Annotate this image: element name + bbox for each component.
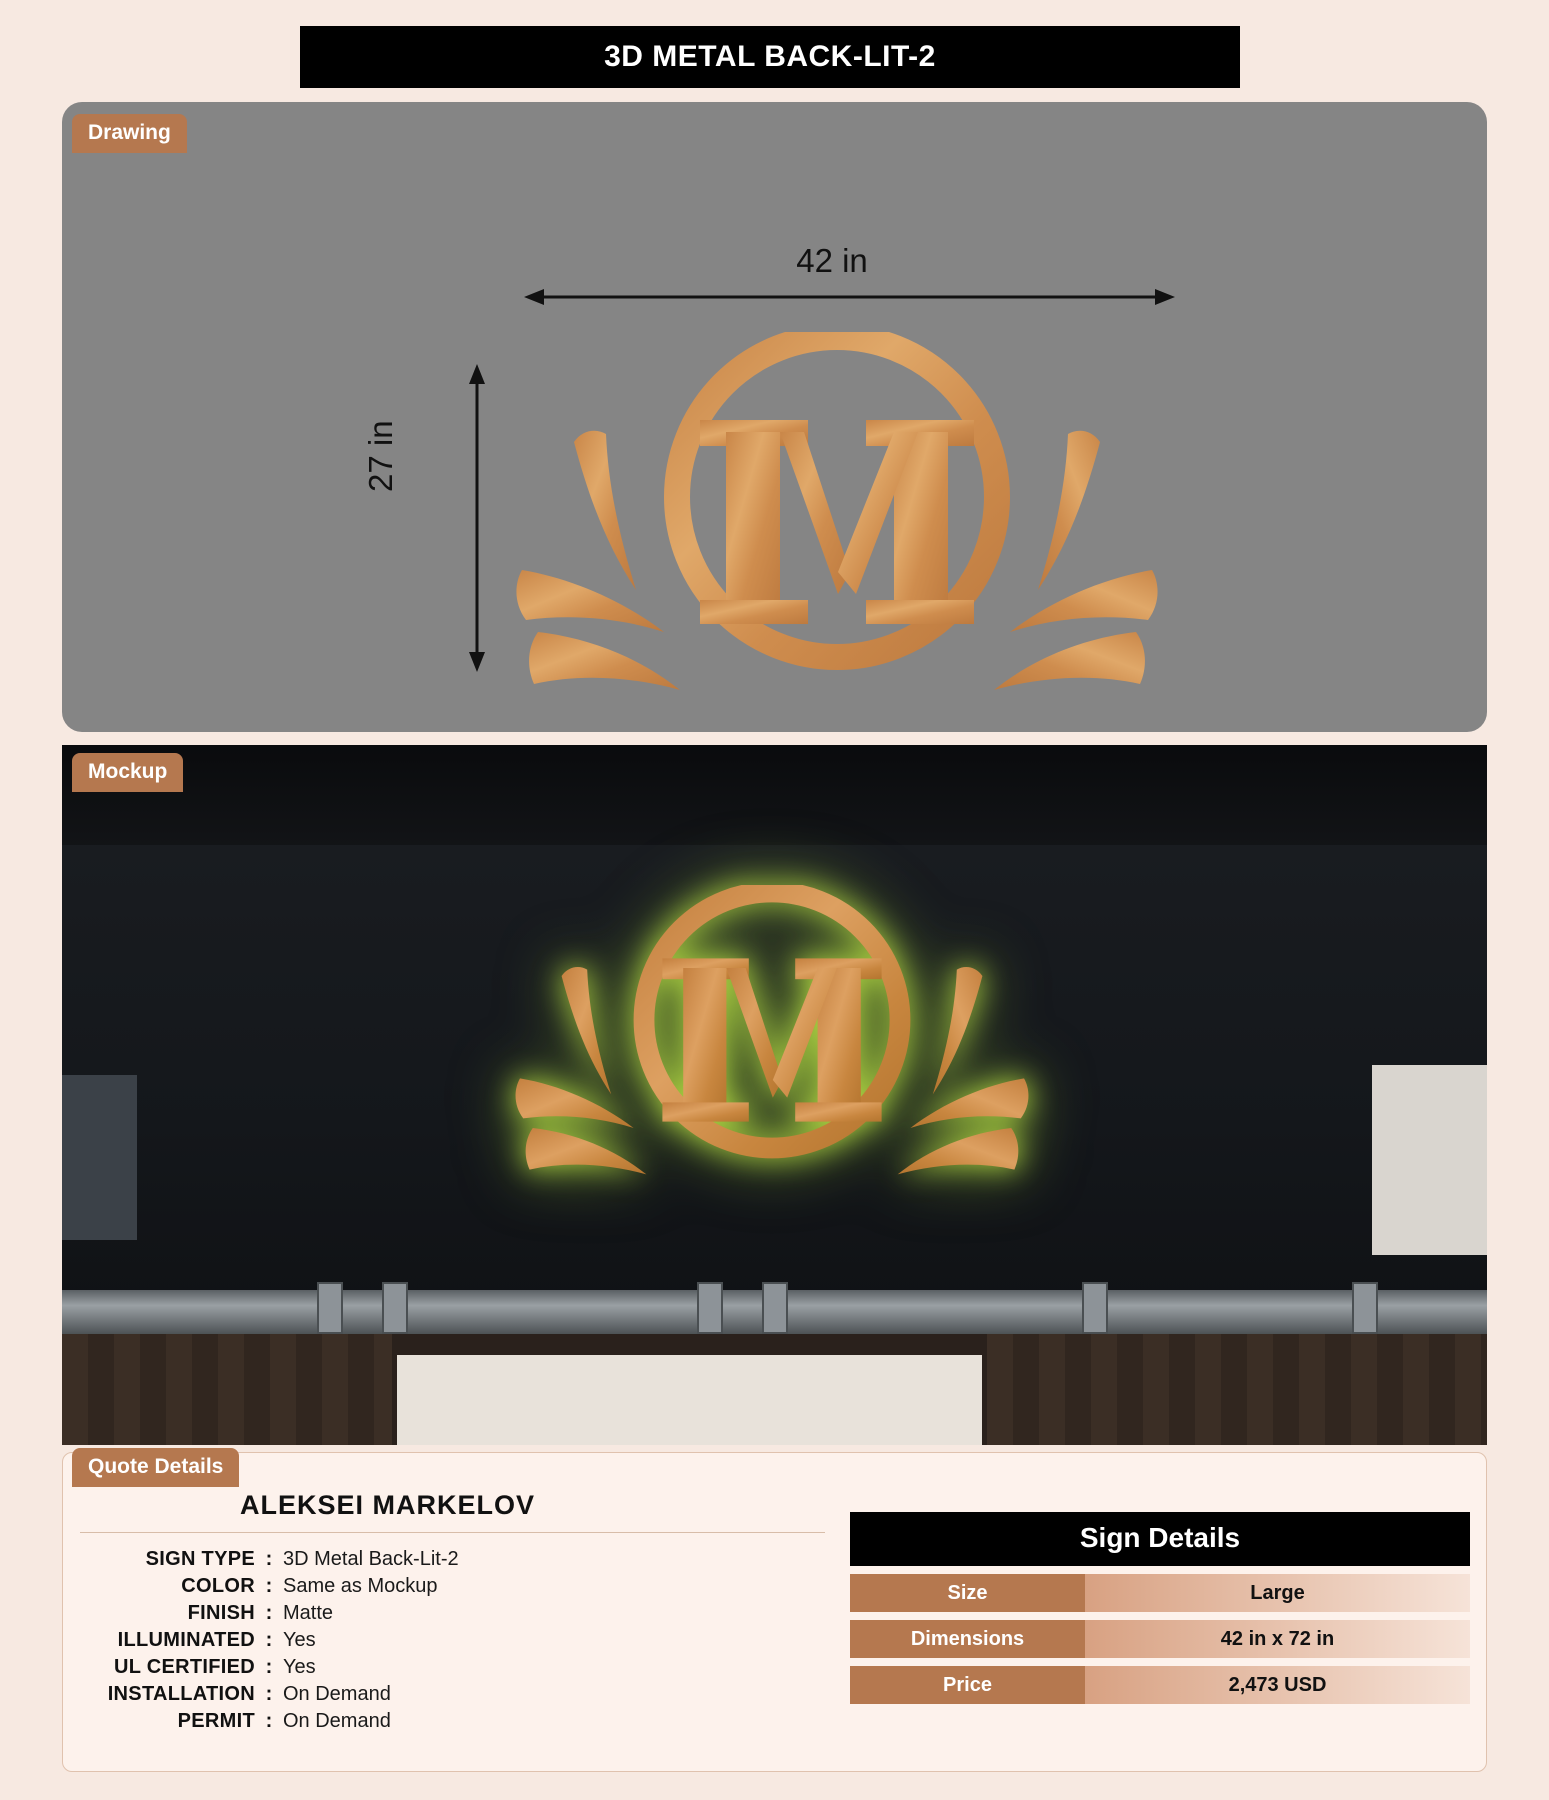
- spec-value: 3D Metal Back-Lit-2: [283, 1548, 459, 1570]
- spec-colon: :: [265, 1575, 273, 1597]
- spec-label: COLOR: [181, 1575, 255, 1597]
- table-row: [850, 1666, 1470, 1704]
- spec-label: ILLUMINATED: [117, 1629, 255, 1651]
- spec-value: On Demand: [283, 1683, 391, 1705]
- spec-value: Same as Mockup: [283, 1575, 438, 1597]
- sign-details-value: 2,473 USD: [1085, 1666, 1470, 1704]
- spec-value: Yes: [283, 1629, 316, 1651]
- sign-details-title: Sign Details: [850, 1512, 1470, 1566]
- spec-row-color: [80, 1575, 825, 1602]
- spec-colon: :: [265, 1602, 273, 1624]
- spec-value: Yes: [283, 1656, 316, 1678]
- sign-details-value: 42 in x 72 in: [1085, 1620, 1470, 1658]
- spec-label: INSTALLATION: [107, 1683, 255, 1705]
- mockup-doorway: [397, 1355, 982, 1445]
- spec-colon: :: [265, 1629, 273, 1651]
- spec-label: FINISH: [187, 1602, 255, 1624]
- spec-row-finish: [80, 1602, 825, 1629]
- mockup-left-panel: [62, 1075, 137, 1240]
- spec-value: Matte: [283, 1602, 334, 1624]
- page-title-bar: [300, 26, 1240, 88]
- drawing-panel: [62, 102, 1487, 732]
- height-dimension-label: 27 in: [362, 420, 399, 492]
- logo-artwork-drawing: [512, 332, 1162, 712]
- spec-label: PERMIT: [177, 1710, 255, 1732]
- spec-colon: :: [265, 1656, 273, 1678]
- monogram-logo-backlit-icon: [512, 885, 1032, 1195]
- width-dimension-label: 42 in: [796, 242, 868, 279]
- table-row: [850, 1574, 1470, 1612]
- spec-row-installation: [80, 1683, 825, 1710]
- client-name: ALEKSEI MARKELOV: [240, 1490, 536, 1520]
- mockup-panel: [62, 745, 1487, 1445]
- spec-label: UL CERTIFIED: [113, 1656, 255, 1678]
- mockup-wood-left: [62, 1334, 392, 1445]
- spec-row-sign-type: [80, 1548, 825, 1575]
- sign-details-key: Size: [850, 1574, 1085, 1612]
- sign-details-key: Dimensions: [850, 1620, 1085, 1658]
- spec-colon: :: [265, 1710, 273, 1732]
- spec-value: On Demand: [283, 1710, 391, 1732]
- spec-label: SIGN TYPE: [145, 1548, 255, 1570]
- spec-colon: :: [265, 1683, 273, 1705]
- section-tag-drawing: Drawing: [72, 114, 187, 153]
- spec-list: [80, 1548, 825, 1737]
- section-tag-mockup: Mockup: [72, 753, 183, 792]
- mockup-right-panel: [1372, 1065, 1487, 1255]
- page-title: 3D METAL BACK-LIT-2: [604, 40, 936, 73]
- mockup-wood-right: [987, 1334, 1487, 1445]
- mockup-beam: [62, 1290, 1487, 1334]
- monogram-logo-icon: [512, 332, 1162, 712]
- sign-details-value: Large: [1085, 1574, 1470, 1612]
- spec-colon: :: [265, 1548, 273, 1570]
- mockup-ceiling: [62, 745, 1487, 860]
- sign-details-table: [850, 1512, 1470, 1704]
- spec-row-permit: [80, 1710, 825, 1737]
- table-row: [850, 1620, 1470, 1658]
- section-tag-quote-details: Quote Details: [72, 1448, 239, 1487]
- spec-row-illuminated: [80, 1629, 825, 1656]
- logo-artwork-mockup: [512, 885, 1032, 1195]
- client-name-divider: [80, 1532, 825, 1533]
- sign-details-key: Price: [850, 1666, 1085, 1704]
- spec-row-ul-certified: [80, 1656, 825, 1683]
